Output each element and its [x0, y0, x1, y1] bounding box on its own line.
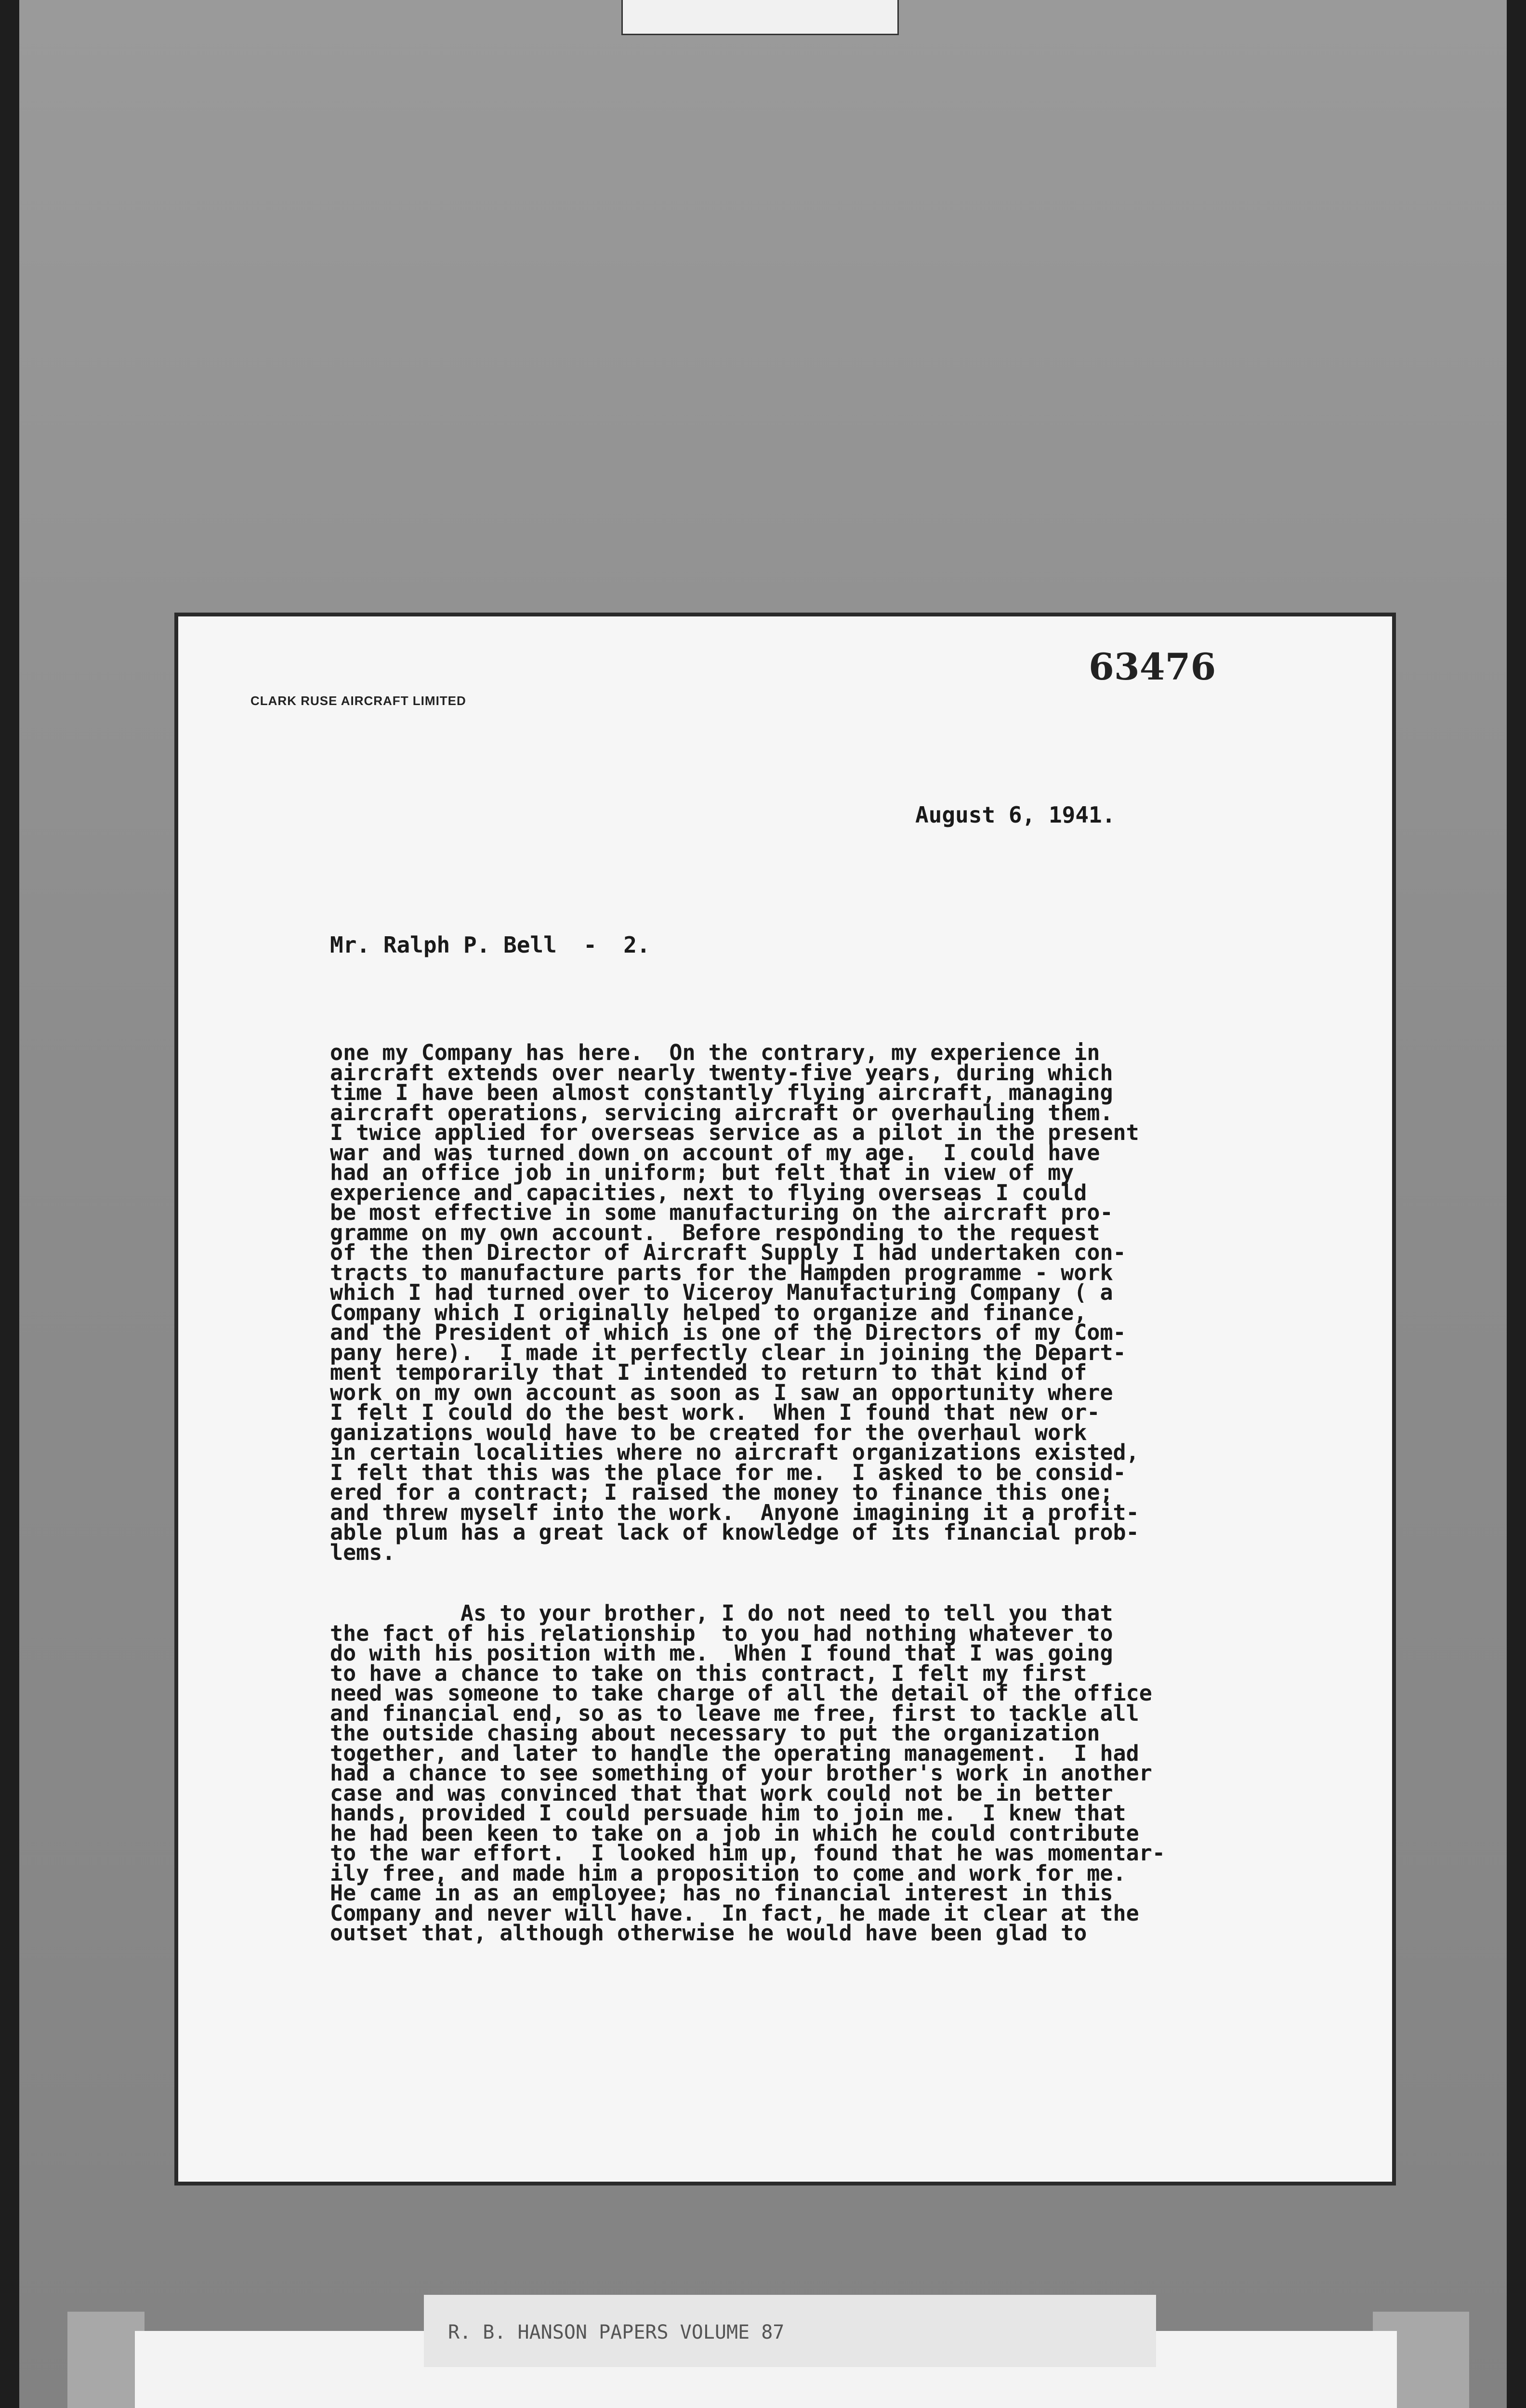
text-line: together, and later to handle the operating management. I had — [330, 1740, 1139, 1766]
text-line: and financial end, so as to leave me free, first to tackle all — [330, 1700, 1139, 1726]
top-mounting-tab — [621, 0, 899, 35]
text-line: pany here). I made it perfectly clear in joining the Depart- — [330, 1339, 1126, 1365]
text-line: outset that, although otherwise he would have been glad to — [330, 1920, 1087, 1946]
text-line: I twice applied for overseas service as a pilot in the present — [330, 1120, 1139, 1145]
text-line: ily free, and made him a proposition to come and work for me. — [330, 1860, 1126, 1886]
text-line: time I have been almost constantly flying aircraft, managing — [330, 1080, 1113, 1105]
company-letterhead: CLARK RUSE AIRCRAFT LIMITED — [250, 694, 466, 708]
text-line: one my Company has here. On the contrary, my experience in — [330, 1040, 1100, 1065]
text-line: hands, provided I could persuade him to join me. I knew that — [330, 1800, 1126, 1826]
text-line: and the President of which is one of the Directors of my Com- — [330, 1320, 1126, 1345]
text-line: Company which I originally helped to organize and finance, — [330, 1299, 1087, 1325]
text-line: ered for a contract; I raised the money to finance this one; — [330, 1479, 1113, 1505]
text-line: ganizations would have to be created for the overhaul work — [330, 1419, 1087, 1445]
tape-strip-left — [67, 2312, 145, 2408]
document-number-stamp: 63476 — [1089, 645, 1216, 688]
text-line: As to your brother, I do not need to tell you that — [330, 1600, 1113, 1626]
text-line: of the then Director of Aircraft Supply I had undertaken con- — [330, 1240, 1126, 1265]
paragraph-2 — [330, 1600, 1366, 1946]
collection-reference-text: R. B. HANSON PAPERS VOLUME 87 — [448, 2321, 785, 2343]
text-line: to the war effort. I looked him up, found that he was momentar- — [330, 1840, 1165, 1866]
text-line: and threw myself into the work. Anyone imagining it a profit- — [330, 1499, 1139, 1525]
paragraph-1 — [330, 1040, 1366, 1565]
text-line: had an office job in uniform; but felt that in view of my — [330, 1160, 1074, 1185]
film-edge-right — [1507, 0, 1526, 2408]
text-line: need was someone to take charge of all the detail of the office — [330, 1680, 1152, 1706]
text-line: I felt that this was the place for me. I asked to be consid- — [330, 1459, 1126, 1485]
text-line: able plum has a great lack of knowledge of its financial prob- — [330, 1519, 1139, 1545]
text-line: I felt I could do the best work. When I found that new or- — [330, 1400, 1100, 1425]
collection-reference-card — [424, 2295, 1156, 2367]
letter-body — [330, 1040, 1366, 1946]
text-line: He came in as an employee; has no financial interest in this — [330, 1880, 1113, 1906]
text-line: aircraft operations, servicing aircraft or overhauling them. — [330, 1099, 1113, 1125]
text-line: Company and never will have. In fact, he made it clear at the — [330, 1900, 1139, 1926]
text-line: which I had turned over to Viceroy Manufacturing Company ( a — [330, 1280, 1113, 1305]
text-line: the outside chasing about necessary to put the organization — [330, 1720, 1100, 1746]
text-line: aircraft extends over nearly twenty-five years, during which — [330, 1060, 1113, 1086]
text-line: work on my own account as soon as I saw an opportunity where — [330, 1379, 1113, 1405]
text-line: war and was turned down on account of my age. I could have — [330, 1139, 1100, 1165]
text-line: do with his position with me. When I found that I was going — [330, 1640, 1113, 1666]
text-line: the fact of his relationship to you had nothing whatever to — [330, 1620, 1113, 1646]
letter-date: August 6, 1941. — [915, 802, 1116, 828]
film-edge-left — [0, 0, 19, 2408]
text-line: lems. — [330, 1539, 395, 1565]
text-line: in certain localities where no aircraft organizations existed, — [330, 1440, 1139, 1465]
text-line: case and was convinced that that work could not be in better — [330, 1780, 1113, 1806]
text-line: he had been keen to take on a job in which he could contribute — [330, 1820, 1139, 1846]
page-heading-addressee: Mr. Ralph P. Bell - 2. — [330, 932, 650, 958]
text-line: ment temporarily that I intended to return to that kind of — [330, 1360, 1087, 1385]
text-line: had a chance to see something of your brother's work in another — [330, 1760, 1152, 1786]
text-line: tracts to manufacture parts for the Hampden programme - work — [330, 1259, 1113, 1285]
text-line: to have a chance to take on this contract, I felt my first — [330, 1660, 1087, 1686]
text-line: experience and capacities, next to flying overseas I could — [330, 1179, 1087, 1205]
text-line: gramme on my own account. Before responding to the request — [330, 1219, 1100, 1245]
text-line: be most effective in some manufacturing on the aircraft pro- — [330, 1200, 1113, 1225]
letter-page — [178, 616, 1392, 2182]
